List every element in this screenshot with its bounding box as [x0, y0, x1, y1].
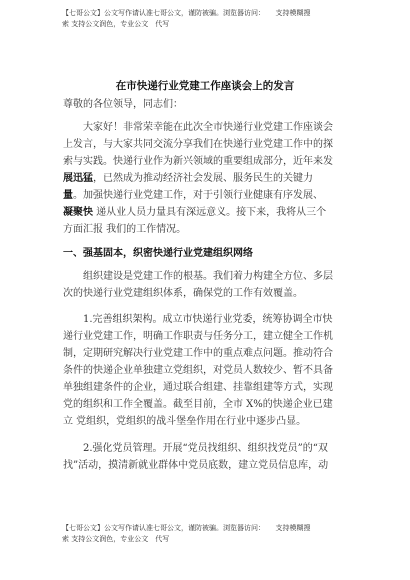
paragraph-line: 次的快递行业党建组织体系，确保党的工作有效覆盖。: [63, 288, 303, 299]
section-1-paragraph-1: [63, 268, 359, 302]
bold-phrase: 展迅猛: [63, 173, 93, 184]
document-title: 在市快递行业党建工作座谈会上的发言: [115, 80, 295, 92]
paragraph-line: 大家好！非常荣幸能在此次全市快递行业党建工作座谈会: [83, 122, 333, 133]
section-1-paragraph-2: [63, 311, 359, 430]
footer-note-line: 【七哥公文】公文写作请认准七哥公文，谨防被骗。浏览器访问： 支持模糊搜: [62, 524, 311, 532]
section-1-paragraph-3: [63, 440, 359, 474]
paragraph-line: 索与实践。快递行业作为新兴领域的重要组成部分，近年来发: [63, 156, 333, 167]
bold-phrase: 量: [63, 190, 73, 201]
paragraph-line: 1.完善组织架构。成立市快递行业党委，统筹协调全市快: [83, 314, 333, 325]
paragraph-line: 方面汇报 我们的工作情况。: [63, 224, 187, 235]
paragraph-line: 2.强化党员管理。开展“党员找组织、组织找党员”的“双: [83, 443, 328, 454]
section-1: [63, 245, 359, 262]
footer-watermark-note: [62, 523, 362, 545]
paragraph-line: [63, 170, 359, 187]
footer-note-line: 索 支持公文润色，专业公文 代写: [62, 535, 170, 543]
paragraph-line: 条件的快递企业单独建立党组织，对党员人数较少、暂不具备: [63, 365, 333, 376]
paragraph-line: 找”活动，摸清新就业群体中党员底数，建立党员信息库，动: [63, 460, 329, 471]
salutation-text: 尊敬的各位领导，同志们：: [63, 99, 183, 110]
paragraph-line: 递行业党建工作，明确工作职责与任务分工，建立健全工作机: [63, 331, 333, 342]
paragraph-text: 递从业人员力量具有深远意义。接下来，我将从三个: [93, 207, 327, 218]
paragraph-line: [63, 204, 359, 221]
section-heading: 一、强基固本，织密快递行业党建组织网络: [63, 248, 253, 259]
paragraph-line: 组织建设是党建工作的根基。我们着力构建全方位、多层: [83, 271, 333, 282]
paragraph-line: 上发言，与大家共同交流分享我们在快递行业党建工作中的探: [63, 139, 333, 150]
header-watermark-note: [62, 8, 362, 30]
paragraph-line: 党的组织和工作全覆盖。截至目前，全市 X%的快递企业已建: [63, 399, 333, 410]
header-note-line: 索 支持公文润色，专业公文 代写: [62, 20, 170, 28]
paragraph-line: 制，定期研究解决行业党建工作中的重点难点问题。推动符合: [63, 348, 333, 359]
bold-phrase: 凝聚快: [63, 207, 93, 218]
salutation: [63, 96, 359, 113]
intro-paragraph: [63, 119, 359, 238]
paragraph-line: [63, 187, 359, 204]
header-note-line: 【七哥公文】公文写作请认准七哥公文，谨防被骗。浏览器访问： 支持模糊搜: [62, 9, 311, 17]
paragraph-line: 单独组建条件的企业，通过联合组建、挂靠组建等方式，实现: [63, 382, 333, 393]
paragraph-text: 。加强快递行业党建工作，对于引领行业健康有序发展、: [73, 190, 323, 201]
paragraph-text: ，已然成为推动经济社会发展、服务民生的关键力: [93, 173, 313, 184]
paragraph-line: 立 党组织，党组织的战斗堡垒作用在行业中逐步凸显。: [63, 416, 307, 427]
